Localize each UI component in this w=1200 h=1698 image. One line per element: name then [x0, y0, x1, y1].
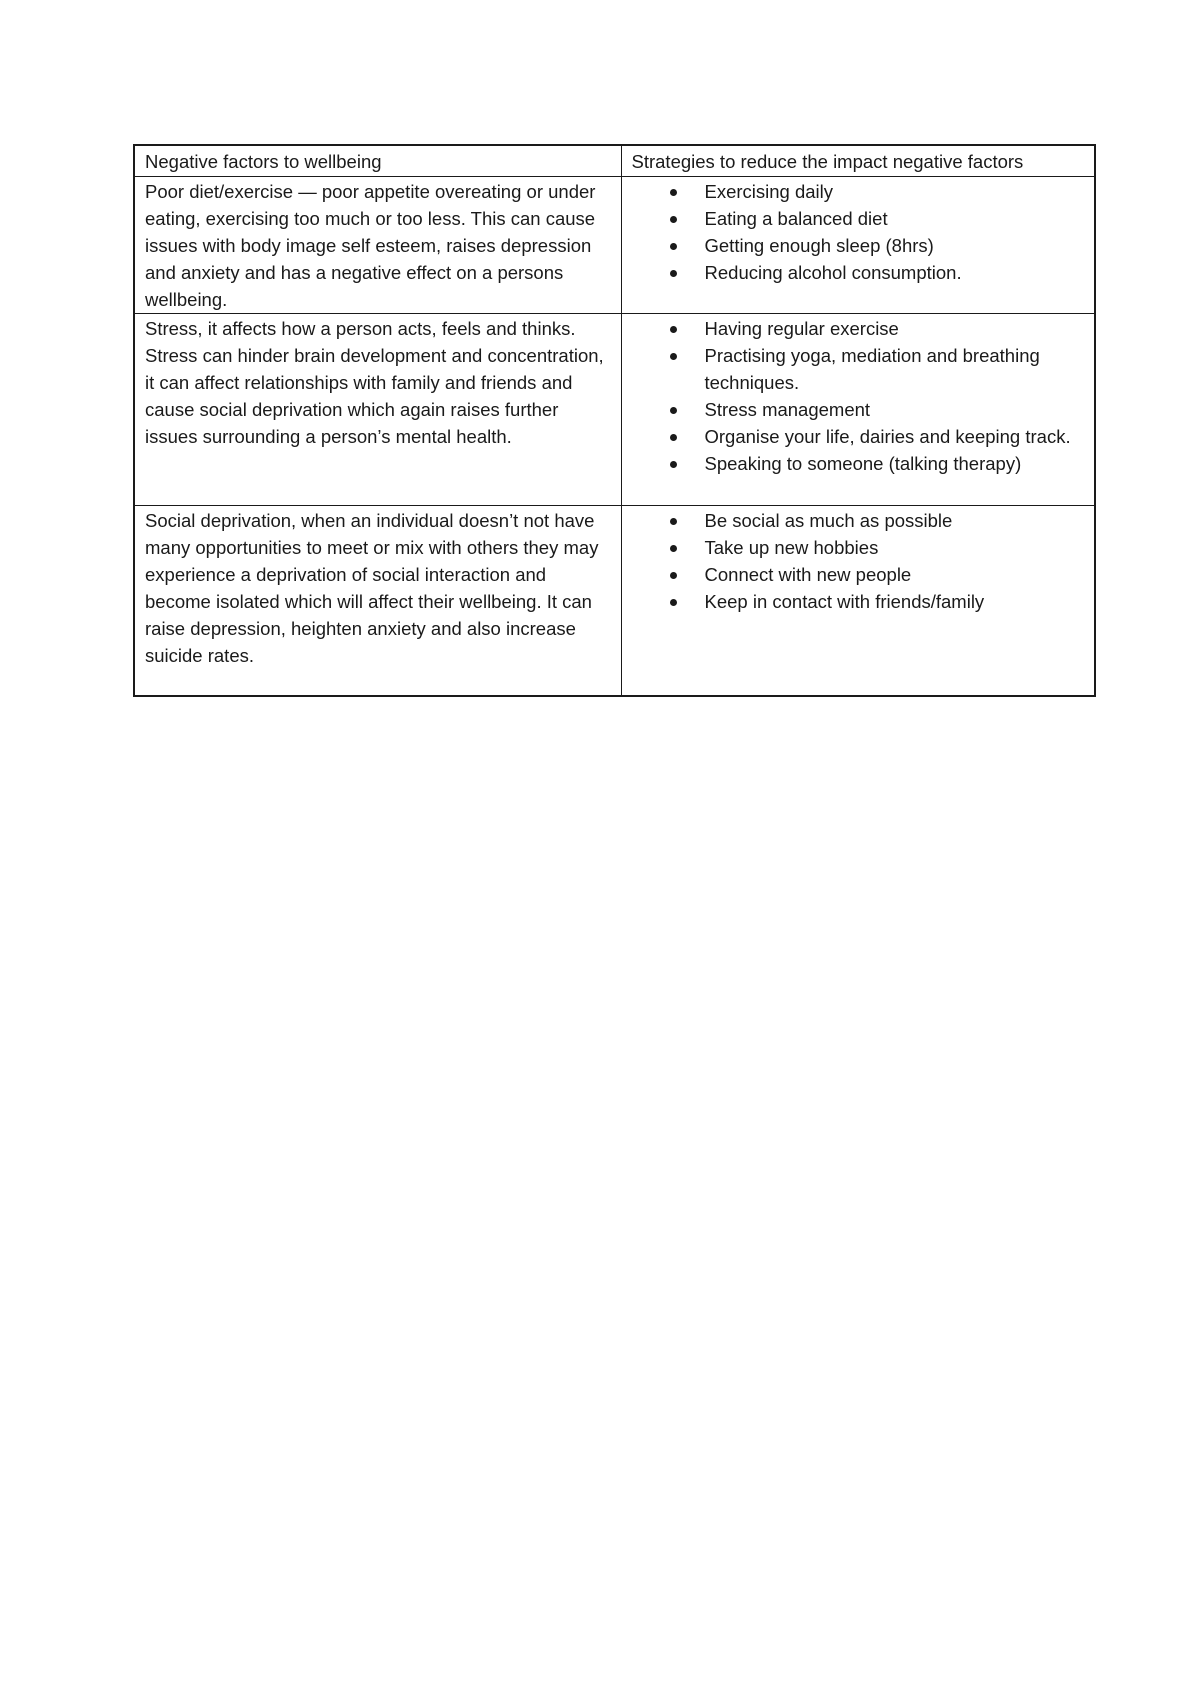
list-item	[632, 450, 1085, 477]
list-item	[632, 423, 1085, 450]
bullet-icon	[670, 572, 677, 579]
list-item	[632, 534, 1085, 561]
strategy-text: Getting enough sleep (8hrs)	[704, 235, 934, 256]
strategies-cell	[621, 177, 1095, 314]
strategy-text: Stress management	[704, 399, 871, 420]
strategy-text: Connect with new people	[704, 564, 912, 585]
list-item	[632, 259, 1085, 286]
column-header-negative-factors: Negative factors to wellbeing	[134, 145, 621, 177]
list-item	[632, 588, 1085, 615]
list-item	[632, 232, 1085, 259]
strategy-text: Take up new hobbies	[704, 537, 879, 558]
list-item	[632, 315, 1085, 342]
list-item	[632, 507, 1085, 534]
strategy-text: Organise your life, dairies and keeping track.	[704, 426, 1071, 447]
bullet-icon	[670, 326, 677, 333]
strategy-text: Having regular exercise	[704, 318, 899, 339]
bullet-icon	[670, 216, 677, 223]
table-row	[134, 177, 1095, 314]
strategy-text: Exercising daily	[704, 181, 834, 202]
strategies-cell	[621, 314, 1095, 506]
bullet-icon	[670, 599, 677, 606]
factor-cell: Stress, it affects how a person acts, feels and thinks. Stress can hinder brain development and concentration, it can affect relationships with family and friends and cause social deprivation which again raises further issues surrounding a person’s mental health.	[134, 314, 621, 506]
bullet-icon	[670, 434, 677, 441]
strategy-text: Speaking to someone (talking therapy)	[704, 453, 1022, 474]
table-header-row	[134, 145, 1095, 177]
strategy-text: Keep in contact with friends/family	[704, 591, 985, 612]
wellbeing-table	[133, 144, 1096, 697]
column-header-strategies: Strategies to reduce the impact negative factors	[621, 145, 1095, 177]
strategy-list	[632, 178, 1085, 286]
bullet-icon	[670, 407, 677, 414]
bullet-icon	[670, 270, 677, 277]
list-item	[632, 178, 1085, 205]
bullet-icon	[670, 353, 677, 360]
bullet-icon	[670, 545, 677, 552]
strategy-text: Eating a balanced diet	[704, 208, 888, 229]
strategy-list	[632, 507, 1085, 615]
bullet-icon	[670, 461, 677, 468]
strategy-text: Practising yoga, mediation and breathing techniques.	[704, 345, 1040, 393]
strategy-list	[632, 315, 1085, 477]
factor-cell: Poor diet/exercise — poor appetite overeating or under eating, exercising too much or too less. This can cause issues with body image self esteem, raises depression and anxiety and has a negative effect on a persons wellbeing.	[134, 177, 621, 314]
factor-cell: Social deprivation, when an individual doesn’t not have many opportunities to meet or mix with others they may experience a deprivation of social interaction and become isolated which will affect their wellbeing. It can raise depression, heighten anxiety and also increase suicide rates.	[134, 506, 621, 697]
strategies-cell	[621, 506, 1095, 697]
strategy-text: Reducing alcohol consumption.	[704, 262, 962, 283]
strategy-text: Be social as much as possible	[704, 510, 953, 531]
list-item	[632, 205, 1085, 232]
bullet-icon	[670, 243, 677, 250]
table-row	[134, 506, 1095, 697]
list-item	[632, 342, 1085, 396]
bullet-icon	[670, 189, 677, 196]
list-item	[632, 561, 1085, 588]
list-item	[632, 396, 1085, 423]
bullet-icon	[670, 518, 677, 525]
table-row	[134, 314, 1095, 506]
